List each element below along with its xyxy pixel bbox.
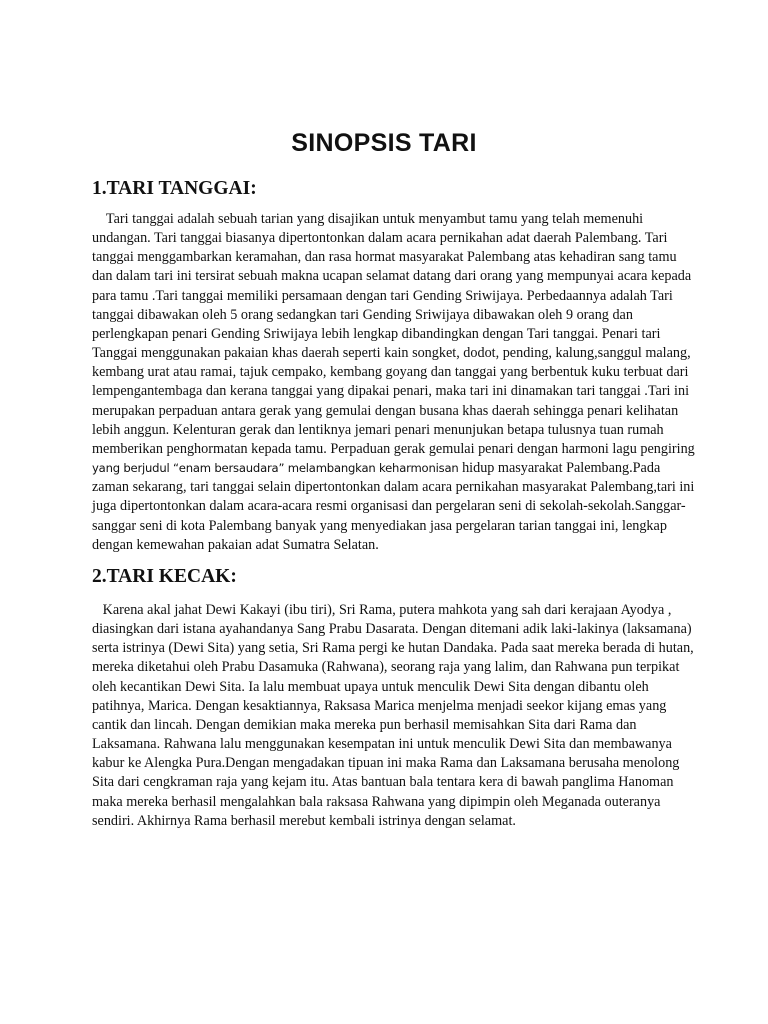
paragraph-line: Tanggai menggunakan pakaian khas daerah seperti kain songket, dodot, pending, kalung,sanggul malang, <box>92 345 691 362</box>
paragraph-line: Laksamana. Rahwana lalu menggunakan kesempatan ini untuk menculik Dewi Sita dan membawanya <box>92 736 672 753</box>
paragraph-line: merupakan perpaduan antara gerak yang gemulai dengan busana khas daerah sehingga penari kelihatan <box>92 402 679 419</box>
paragraph-line: mereka diketahui oleh Prabu Dasamuka (Rahwana), seorang raja yang lalim, dan Rahwana pun terpikat <box>92 659 680 676</box>
paragraph-line: memberikan penghormatan kepada tamu. Perpaduan gerak gemulai penari dengan harmoni lagu pengiring <box>92 440 695 457</box>
paragraph-line: serta istrinya (Dewi Sita) yang setia, Sri Rama pergi ke hutan Dandaka. Pada saat mereka berada di hutan, <box>92 640 694 657</box>
section-paragraph-tari-tanggai <box>92 210 695 555</box>
paragraph-line-alt-font-segment: yang berjudul “enam bersaudara” melambangkan keharmonisan <box>92 461 459 476</box>
paragraph-line: kembang urat atau ramai, tajuk cempako, kembang goyang dan tanggai yang berbentuk kuku terbuat dari <box>92 364 689 381</box>
paragraph-line: cantik dan lincah. Dengan demikian maka mereka pun berhasil memisahkan Sita dari Rama dan <box>92 716 637 733</box>
paragraph-line <box>92 459 692 478</box>
paragraph-line: sanggar seni di kota Palembang banyak yang menyediakan jasa pergelaran tarian tanggai ini, lengkap <box>92 517 667 534</box>
paragraph-line: lebih anggun. Kelenturan gerak dan lentiknya jemari penari menunjukan betapa tulusnya tuan rumah <box>92 421 664 438</box>
paragraph-line: diasingkan dari istana ayahandanya Sang Prabu Dasarata. Dengan ditemani adik laki-lakinya (laksamana) <box>92 621 692 638</box>
section-paragraph-tari-kecak <box>92 601 692 831</box>
paragraph-line: patihnya, Marica. Dengan kesaktiannya, Raksasa Marica menjelma menjadi seekor kijang emas yang <box>92 697 667 714</box>
paragraph-line: Tari tanggai adalah sebuah tarian yang disajikan untuk menyambut tamu yang telah memenuhi <box>92 211 644 227</box>
paragraph-line: tanggai menggambarkan keramahan, dan rasa hormat masyarakat Palembang atas kehadiran sang tamu <box>92 249 677 266</box>
section-heading-tari-tanggai: 1.TARI TANGGAI: <box>92 178 257 199</box>
paragraph-line: dengan kemewahan pakaian adat Sumatra Selatan. <box>92 536 379 553</box>
paragraph-line: Karena akal jahat Dewi Kakayi (ibu tiri), Sri Rama, putera mahkota yang sah dari kerajaan Ayodya , <box>92 602 672 618</box>
section-heading-tari-kecak: 2.TARI KECAK: <box>92 566 237 587</box>
paragraph-line: zaman sekarang, tari tanggai selain dipertontonkan dalam acara pernikahan masyarakat Palembang,tari ini <box>92 479 695 496</box>
paragraph-line: oleh kecantikan Dewi Sita. Ia lalu membuat upaya untuk menculik Dewi Sita dengan dibantu oleh <box>92 678 649 695</box>
paragraph-line: maka mereka berhasil mengalahkan bala raksasa Rahwana yang dipimpin oleh Meganada outeranya <box>92 793 661 810</box>
paragraph-line-segment: hidup masyarakat Palembang.Pada <box>458 460 661 477</box>
paragraph-line: perlengkapan penari Gending Sriwijaya lebih lengkap dibandingkan dengan Tari tanggai. Penari tari <box>92 325 661 342</box>
paragraph-line: Sita dari cengkraman raja yang kejam itu. Atas bantuan bala tentara kera di bawah panglima Hanoman <box>92 774 674 791</box>
document-title: SINOPSIS TARI <box>291 129 477 157</box>
paragraph-line: lempengantembaga dan kerana tanggai yang dipakai penari, maka tari ini dinamakan tari tanggai .Tari ini <box>92 383 690 400</box>
paragraph-line: kabur ke Alengka Pura.Dengan mengadakan tipuan ini maka Rama dan Laksamana berusaha menolong <box>92 755 680 772</box>
paragraph-line: undangan. Tari tanggai biasanya dipertontonkan dalam acara pernikahan adat daerah Palembang. Tari <box>92 230 668 247</box>
paragraph-line: dan dalam tari ini tersirat sebuah makna ucapan selamat datang dari orang yang mempunyai acara kepada <box>92 268 692 285</box>
paragraph-line: sendiri. Akhirnya Rama berhasil merebut kembali istrinya dengan selamat. <box>92 812 516 829</box>
paragraph-line: tanggai dibawakan oleh 5 orang sedangkan tari Gending Sriwijaya dibawakan oleh 9 orang dan <box>92 306 633 323</box>
paragraph-line: juga dipertontonkan dalam acara-acara resmi organisasi dan pergelaran seni di sekolah-sekolah.Sanggar- <box>92 498 686 515</box>
paragraph-line: para tamu .Tari tanggai memiliki persamaan dengan tari Gending Sriwijaya. Perbedaannya adalah Tari <box>92 287 673 304</box>
